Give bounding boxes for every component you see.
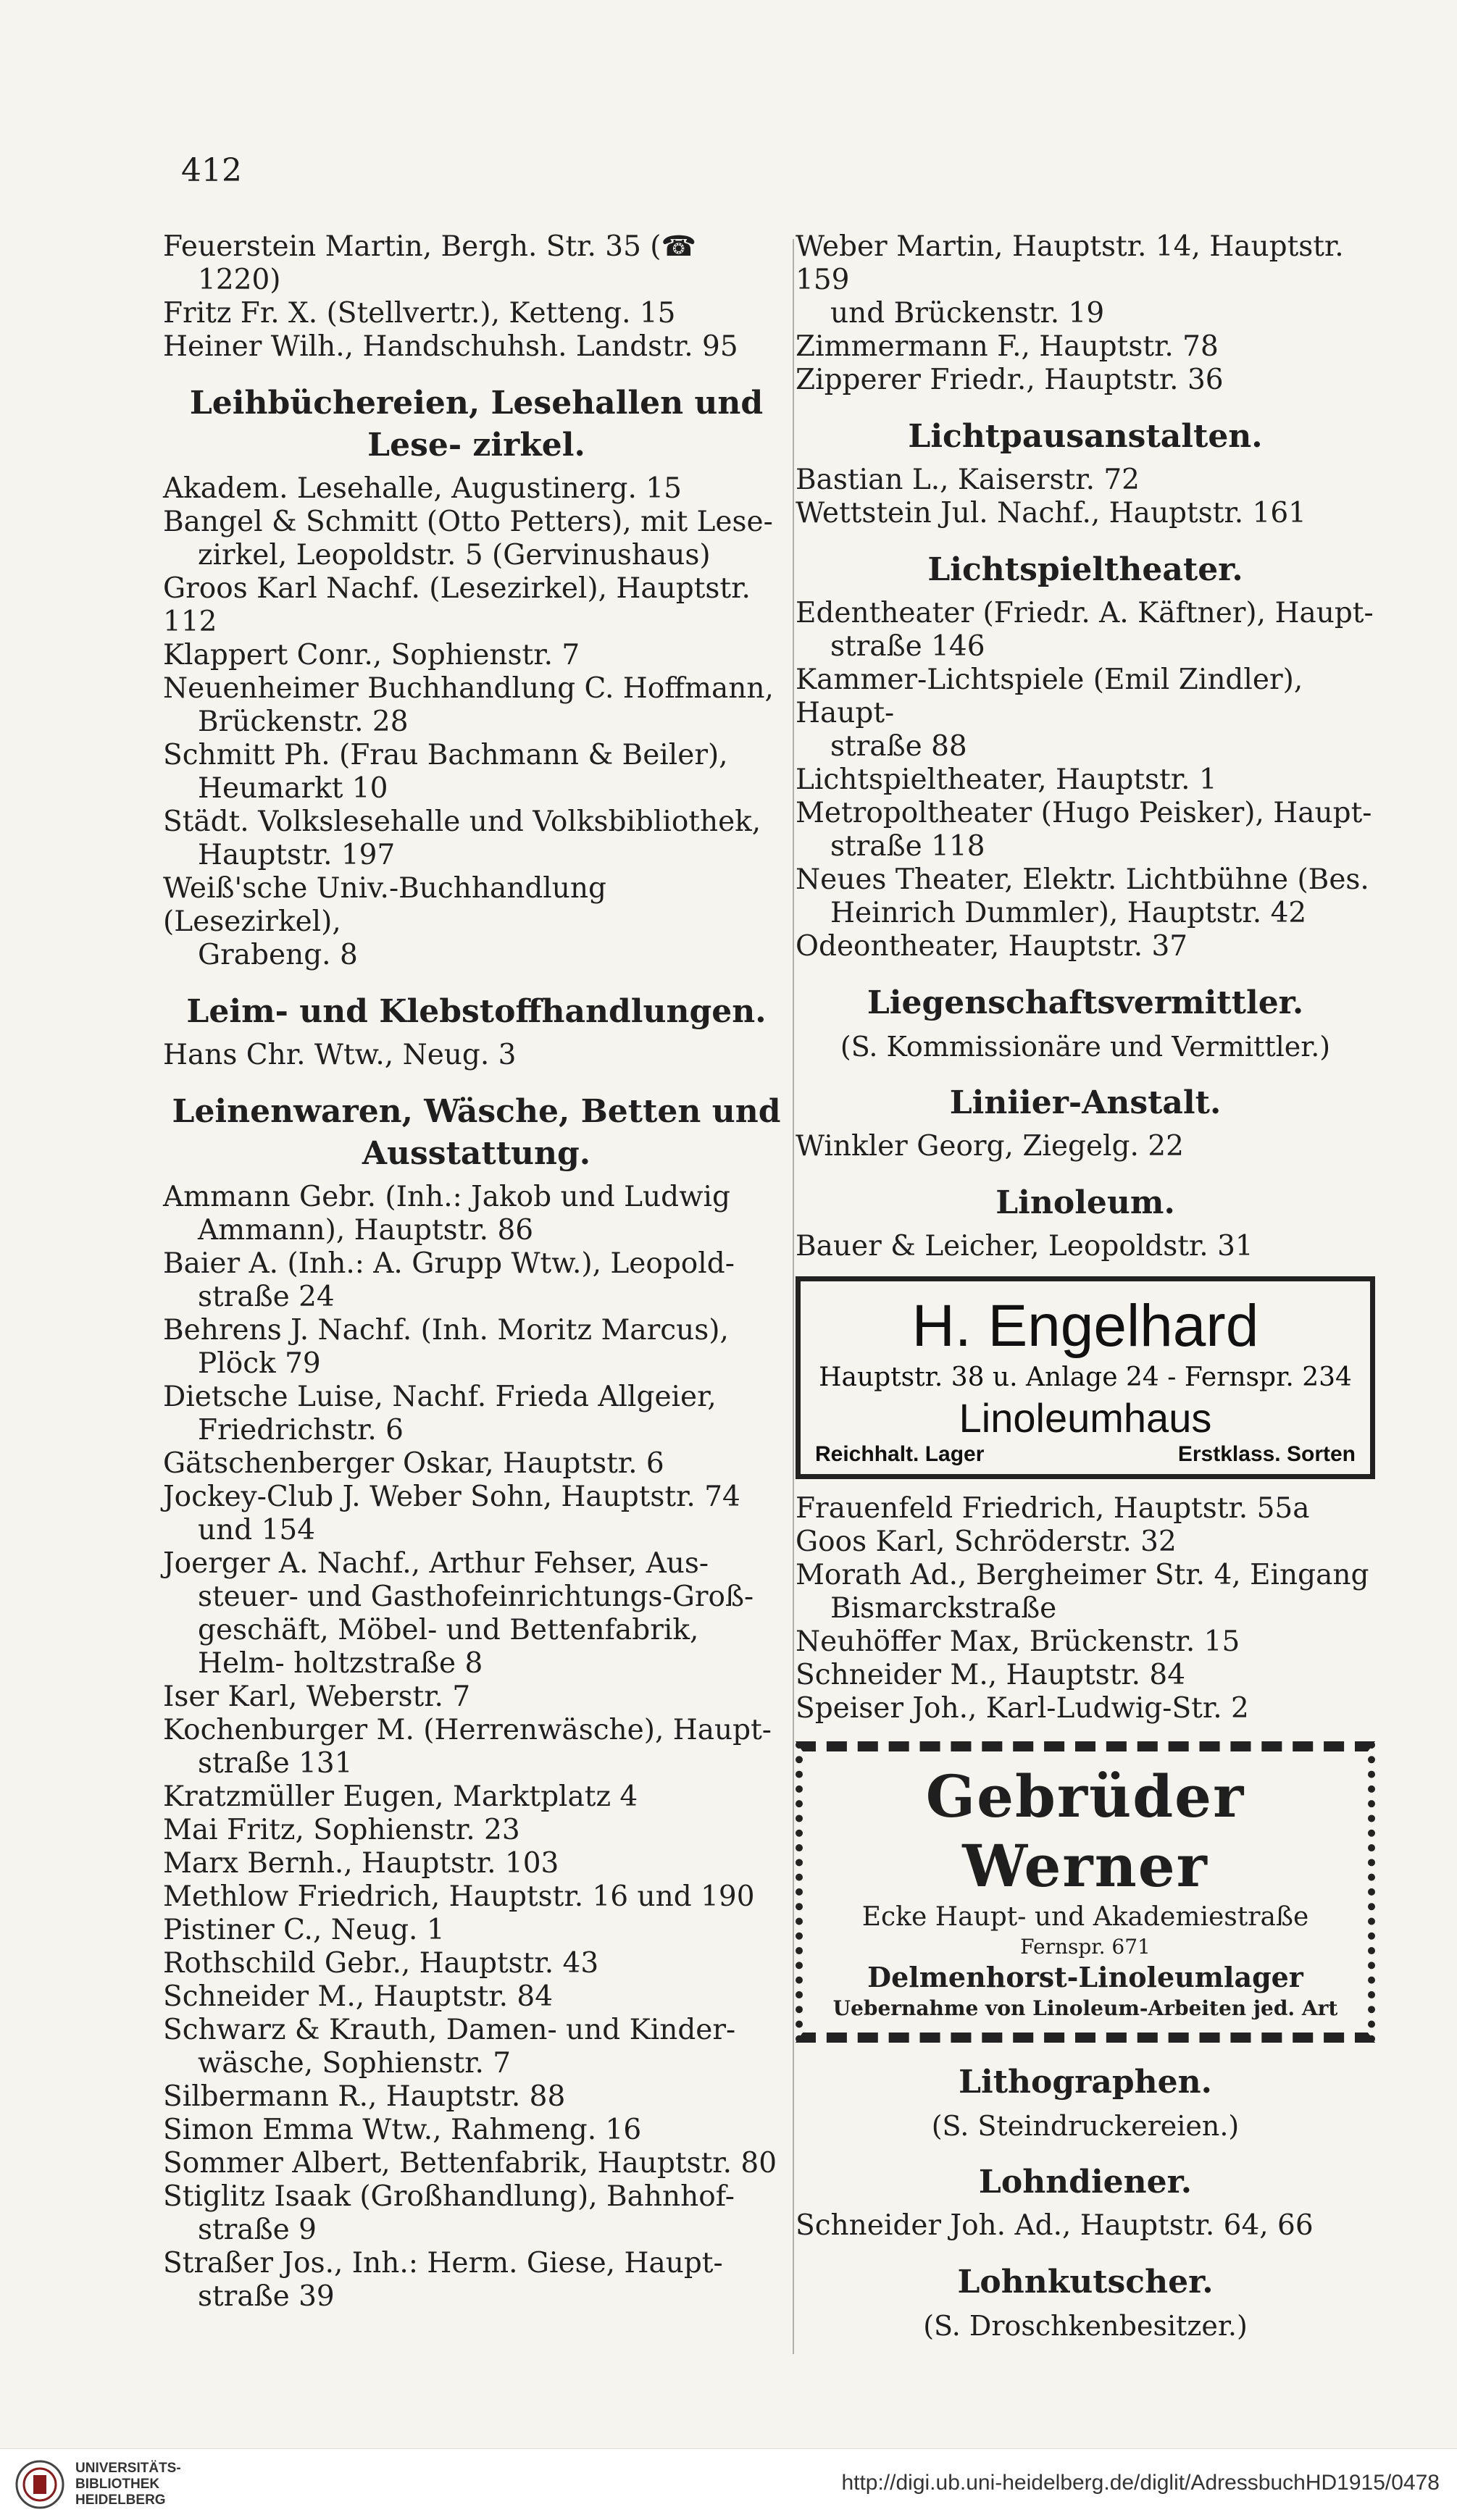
entry-text: Odeontheater, Hauptstr. 37 bbox=[796, 930, 1188, 963]
directory-entry bbox=[163, 297, 790, 330]
entry-text: Weiß'sche Univ.-Buchhandlung (Lesezirkel), bbox=[163, 872, 606, 938]
entry-continuation: straße 88 bbox=[830, 730, 967, 763]
entry-text: Neues Theater, Elektr. Lichtbühne (Bes. bbox=[796, 863, 1369, 896]
entry-text: Speiser Joh., Karl-Ludwig-Str. 2 bbox=[796, 1692, 1249, 1725]
entry-list bbox=[796, 464, 1375, 530]
directory-entry bbox=[163, 1980, 790, 2014]
ad-tagline-right: Erstklass. Sorten bbox=[1177, 1442, 1356, 1466]
directory-entry bbox=[163, 1447, 790, 1481]
library-logo[interactable] bbox=[14, 2459, 181, 2510]
library-name bbox=[75, 2461, 181, 2508]
left-column bbox=[163, 230, 790, 2314]
library-seal-icon bbox=[14, 2459, 65, 2510]
entry-text: Mai Fritz, Sophienstr. 23 bbox=[163, 1814, 520, 1846]
entry-list bbox=[163, 1181, 790, 2314]
entry-text: Methlow Friedrich, Hauptstr. 16 und 190 bbox=[163, 1880, 755, 1913]
entry-text: Frauenfeld Friedrich, Hauptstr. 55a bbox=[796, 1492, 1310, 1525]
directory-entry bbox=[163, 2114, 790, 2147]
entry-text: Kochenburger M. (Herrenwäsche), Haupt- bbox=[163, 1714, 772, 1746]
directory-entry bbox=[163, 472, 790, 506]
entry-text: Gätschenberger Oskar, Hauptstr. 6 bbox=[163, 1447, 664, 1480]
entry-text: Neuenheimer Buchhandlung C. Hoffmann, bbox=[163, 672, 774, 705]
ad-address: Hauptstr. 38 u. Anlage 24 - Fernspr. 234 bbox=[819, 1362, 1352, 1392]
entry-list bbox=[163, 472, 790, 972]
entry-continuation: Ammann), Hauptstr. 86 bbox=[198, 1214, 534, 1247]
section-heading: Lichtspieltheater. bbox=[927, 551, 1243, 588]
entry-continuation: straße 146 bbox=[830, 630, 985, 663]
entry-text: Neuhöffer Max, Brückenstr. 15 bbox=[796, 1625, 1240, 1658]
entry-text: Jockey-Club J. Weber Sohn, Hauptstr. 74 bbox=[163, 1481, 740, 1513]
page-number: 412 bbox=[181, 152, 242, 189]
directory-entry bbox=[163, 872, 790, 972]
entry-text: Hans Chr. Wtw., Neug. 3 bbox=[163, 1039, 517, 1071]
directory-entry bbox=[163, 1039, 790, 1072]
directory-entry bbox=[163, 1947, 790, 1980]
library-name-line: BIBLIOTHEK bbox=[75, 2477, 160, 2492]
entry-text: Lichtspieltheater, Hauptstr. 1 bbox=[796, 763, 1217, 796]
directory-entry bbox=[163, 1714, 790, 1780]
directory-entry bbox=[163, 2247, 790, 2314]
entry-text: Kratzmüller Eugen, Marktplatz 4 bbox=[163, 1780, 638, 1813]
entry-continuation: straße 9 bbox=[198, 2214, 317, 2246]
entry-text: Simon Emma Wtw., Rahmeng. 16 bbox=[163, 2114, 642, 2146]
entry-text: Zipperer Friedr., Hauptstr. 36 bbox=[796, 364, 1224, 396]
entry-text: Zimmermann F., Hauptstr. 78 bbox=[796, 330, 1219, 363]
source-url-link[interactable]: http://digi.ub.uni-heidelberg.de/diglit/AdressbuchHD1915/0478 bbox=[841, 2471, 1440, 2495]
entry-text: Silbermann R., Hauptstr. 88 bbox=[163, 2080, 566, 2113]
directory-entry bbox=[163, 1914, 790, 1947]
entry-list bbox=[796, 2209, 1375, 2243]
directory-entry bbox=[163, 1481, 790, 1547]
entry-continuation: Heinrich Dummler), Hauptstr. 42 bbox=[830, 897, 1307, 929]
entry-list bbox=[796, 1492, 1375, 1725]
directory-entry bbox=[163, 1247, 790, 1314]
entry-list bbox=[796, 1230, 1375, 1263]
section-heading: Leinenwaren, Wäsche, Betten und Ausstattung. bbox=[172, 1093, 781, 1172]
section-heading: Lichtpausanstalten. bbox=[908, 418, 1263, 455]
ad-address: Ecke Haupt- und Akademiestraße bbox=[861, 1902, 1309, 1932]
entry-text: Städt. Volkslesehalle und Volksbibliothek, bbox=[163, 805, 761, 838]
entry-text: Edentheater (Friedr. A. Käftner), Haupt- bbox=[796, 597, 1374, 629]
entry-list bbox=[163, 1039, 790, 1072]
entry-text: Groos Karl Nachf. (Lesezirkel), Hauptstr. 112 bbox=[163, 572, 751, 638]
right-column bbox=[796, 230, 1375, 2343]
entry-text: Sommer Albert, Bettenfabrik, Hauptstr. 80 bbox=[163, 2147, 777, 2180]
entry-text: Stiglitz Isaak (Großhandlung), Bahnhof- bbox=[163, 2180, 735, 2213]
directory-entry bbox=[796, 1492, 1375, 1525]
entry-text: Schneider M., Hauptstr. 84 bbox=[796, 1659, 1186, 1691]
directory-entry bbox=[796, 330, 1375, 364]
cross-reference-note: (S. Droschkenbesitzer.) bbox=[923, 2310, 1248, 2342]
entry-text: Behrens J. Nachf. (Inh. Moritz Marcus), bbox=[163, 1314, 729, 1347]
directory-entry bbox=[163, 506, 790, 572]
ad-company-name: H. Engelhard bbox=[911, 1293, 1259, 1359]
directory-entry bbox=[163, 1181, 790, 1247]
ad-tagline: Uebernahme von Linoleum-Arbeiten jed. Art bbox=[832, 1996, 1338, 2020]
column-divider bbox=[793, 239, 794, 2354]
directory-entry bbox=[796, 863, 1375, 930]
directory-entry bbox=[163, 1847, 790, 1880]
directory-entry bbox=[163, 1780, 790, 1814]
entry-continuation: zirkel, Leopoldstr. 5 (Gervinushaus) bbox=[198, 539, 711, 572]
entry-text: Kammer-Lichtspiele (Emil Zindler), Haupt- bbox=[796, 664, 1303, 729]
advertisement-engelhard bbox=[796, 1276, 1375, 1479]
footer-bar bbox=[0, 2448, 1457, 2520]
section-heading: Liegenschaftsvermittler. bbox=[867, 984, 1304, 1021]
ad-subtitle: Delmenhorst-Linoleumlager bbox=[867, 1961, 1303, 1993]
directory-entry bbox=[163, 639, 790, 672]
entry-continuation: Heumarkt 10 bbox=[198, 772, 388, 805]
directory-entry bbox=[163, 2080, 790, 2114]
section-heading: Lohndiener. bbox=[978, 2164, 1193, 2201]
entry-continuation: steuer- und Gasthofeinrichtungs-Groß- geschäft, Möbel- und Bettenfabrik, Helm- holtzstraße 8 bbox=[198, 1581, 754, 1680]
section-heading: Lohnkutscher. bbox=[957, 2264, 1214, 2301]
entry-text: Bangel & Schmitt (Otto Petters), mit Lese- bbox=[163, 506, 773, 538]
directory-entry bbox=[796, 2209, 1375, 2243]
entry-text: Schmitt Ph. (Frau Bachmann & Beiler), bbox=[163, 739, 728, 771]
entry-text: Weber Martin, Hauptstr. 14, Hauptstr. 159 bbox=[796, 230, 1344, 296]
entry-text: Iser Karl, Weberstr. 7 bbox=[163, 1680, 471, 1713]
directory-entry bbox=[796, 763, 1375, 797]
entry-continuation: straße 39 bbox=[198, 2280, 335, 2313]
directory-entry bbox=[796, 1230, 1375, 1263]
entry-continuation: und Brückenstr. 19 bbox=[830, 297, 1105, 330]
directory-entry bbox=[163, 805, 790, 872]
section-heading: Liniier-Anstalt. bbox=[949, 1084, 1222, 1121]
directory-entry bbox=[796, 464, 1375, 497]
entry-text: Straßer Jos., Inh.: Herm. Giese, Haupt- bbox=[163, 2247, 723, 2280]
directory-entry bbox=[796, 1559, 1375, 1625]
entry-text: Schwarz & Krauth, Damen- und Kinder- bbox=[163, 2014, 736, 2046]
ad-subtitle: Linoleumhaus bbox=[959, 1395, 1212, 1441]
entry-text: Ammann Gebr. (Inh.: Jakob und Ludwig bbox=[163, 1181, 730, 1213]
directory-entry bbox=[796, 597, 1375, 664]
entry-continuation: Bismarckstraße bbox=[830, 1592, 1057, 1625]
entry-text: Akadem. Lesehalle, Augustinerg. 15 bbox=[163, 472, 682, 505]
directory-entry bbox=[163, 1314, 790, 1381]
entry-text: Winkler Georg, Ziegelg. 22 bbox=[796, 1130, 1184, 1163]
entry-text: Pistiner C., Neug. 1 bbox=[163, 1914, 445, 1946]
entry-continuation: straße 24 bbox=[198, 1281, 335, 1313]
entry-text: Heiner Wilh., Handschuhsh. Landstr. 95 bbox=[163, 330, 738, 363]
directory-entry bbox=[796, 797, 1375, 863]
directory-entry bbox=[796, 1625, 1375, 1659]
entry-text: Fritz Fr. X. (Stellvertr.), Ketteng. 15 bbox=[163, 297, 676, 330]
ad-tagline-left: Reichhalt. Lager bbox=[815, 1442, 985, 1466]
directory-entry bbox=[796, 1659, 1375, 1692]
directory-entry bbox=[796, 1692, 1375, 1725]
entry-list bbox=[796, 1130, 1375, 1163]
section-heading: Leihbüchereien, Lesehallen und Lese- zirkel. bbox=[189, 385, 764, 464]
directory-entry bbox=[796, 230, 1375, 330]
ad-phone: Fernspr. 671 bbox=[1020, 1935, 1151, 1959]
directory-entry bbox=[796, 497, 1375, 530]
entry-continuation: wäsche, Sophienstr. 7 bbox=[198, 2047, 512, 2080]
directory-entry bbox=[163, 1547, 790, 1680]
entry-continuation: straße 131 bbox=[198, 1747, 353, 1780]
directory-entry bbox=[163, 330, 790, 364]
entry-list bbox=[796, 597, 1375, 963]
directory-entry bbox=[163, 2014, 790, 2080]
section-heading: Lithographen. bbox=[959, 2064, 1212, 2101]
entry-text: Goos Karl, Schröderstr. 32 bbox=[796, 1525, 1177, 1558]
cross-reference-note: (S. Steindruckereien.) bbox=[931, 2110, 1240, 2142]
entry-text: Joerger A. Nachf., Arthur Fehser, Aus- bbox=[163, 1547, 709, 1580]
directory-entry bbox=[796, 664, 1375, 763]
ad-company-name: Gebrüder Werner bbox=[925, 1762, 1245, 1900]
directory-entry bbox=[163, 1880, 790, 1914]
entry-continuation: straße 118 bbox=[830, 830, 985, 863]
entry-continuation: Hauptstr. 197 bbox=[198, 839, 396, 871]
entry-text: Metropoltheater (Hugo Peisker), Haupt- bbox=[796, 797, 1372, 829]
entry-list bbox=[796, 230, 1375, 397]
entry-text: Baier A. (Inh.: A. Grupp Wtw.), Leopold- bbox=[163, 1247, 735, 1280]
entry-continuation: und 154 bbox=[198, 1514, 316, 1546]
directory-entry bbox=[796, 930, 1375, 963]
entry-continuation: Brückenstr. 28 bbox=[198, 706, 409, 738]
directory-entry bbox=[796, 1525, 1375, 1559]
directory-entry bbox=[163, 572, 790, 639]
section-heading: Linoleum. bbox=[995, 1184, 1175, 1221]
library-name-line: UNIVERSITÄTS- bbox=[75, 2461, 181, 2476]
entry-text: Dietsche Luise, Nachf. Frieda Allgeier, bbox=[163, 1381, 717, 1413]
directory-entry bbox=[163, 230, 790, 297]
directory-entry bbox=[163, 2147, 790, 2180]
ad-tagline-row bbox=[808, 1442, 1363, 1467]
entry-text: Bauer & Leicher, Leopoldstr. 31 bbox=[796, 1230, 1253, 1263]
entry-text: Morath Ad., Bergheimer Str. 4, Eingang bbox=[796, 1559, 1369, 1591]
cross-reference-note: (S. Kommissionäre und Vermittler.) bbox=[840, 1031, 1331, 1063]
entry-continuation: 1220) bbox=[198, 264, 281, 296]
section-heading: Leim- und Klebstoffhandlungen. bbox=[186, 993, 767, 1030]
entry-text: Schneider Joh. Ad., Hauptstr. 64, 66 bbox=[796, 2209, 1314, 2242]
entry-text: Klappert Conr., Sophienstr. 7 bbox=[163, 639, 580, 671]
entry-continuation: Grabeng. 8 bbox=[198, 939, 358, 971]
directory-entry bbox=[163, 739, 790, 805]
entry-text: Wettstein Jul. Nachf., Hauptstr. 161 bbox=[796, 497, 1306, 529]
entry-list bbox=[163, 230, 790, 364]
library-name-line: HEIDELBERG bbox=[75, 2492, 166, 2508]
entry-text: Marx Bernh., Hauptstr. 103 bbox=[163, 1847, 559, 1880]
entry-text: Feuerstein Martin, Bergh. Str. 35 (☎ bbox=[163, 230, 697, 263]
entry-continuation: Friedrichstr. 6 bbox=[198, 1414, 404, 1447]
directory-entry bbox=[796, 364, 1375, 397]
advertisement-werner bbox=[796, 1741, 1375, 2043]
directory-entry bbox=[163, 1381, 790, 1447]
entry-text: Schneider M., Hauptstr. 84 bbox=[163, 1980, 554, 2013]
entry-text: Bastian L., Kaiserstr. 72 bbox=[796, 464, 1140, 496]
directory-entry bbox=[796, 1130, 1375, 1163]
entry-continuation: Plöck 79 bbox=[198, 1347, 321, 1380]
entry-text: Rothschild Gebr., Hauptstr. 43 bbox=[163, 1947, 599, 1980]
directory-entry bbox=[163, 2180, 790, 2247]
directory-entry bbox=[163, 672, 790, 739]
directory-entry bbox=[163, 1680, 790, 1714]
directory-entry bbox=[163, 1814, 790, 1847]
